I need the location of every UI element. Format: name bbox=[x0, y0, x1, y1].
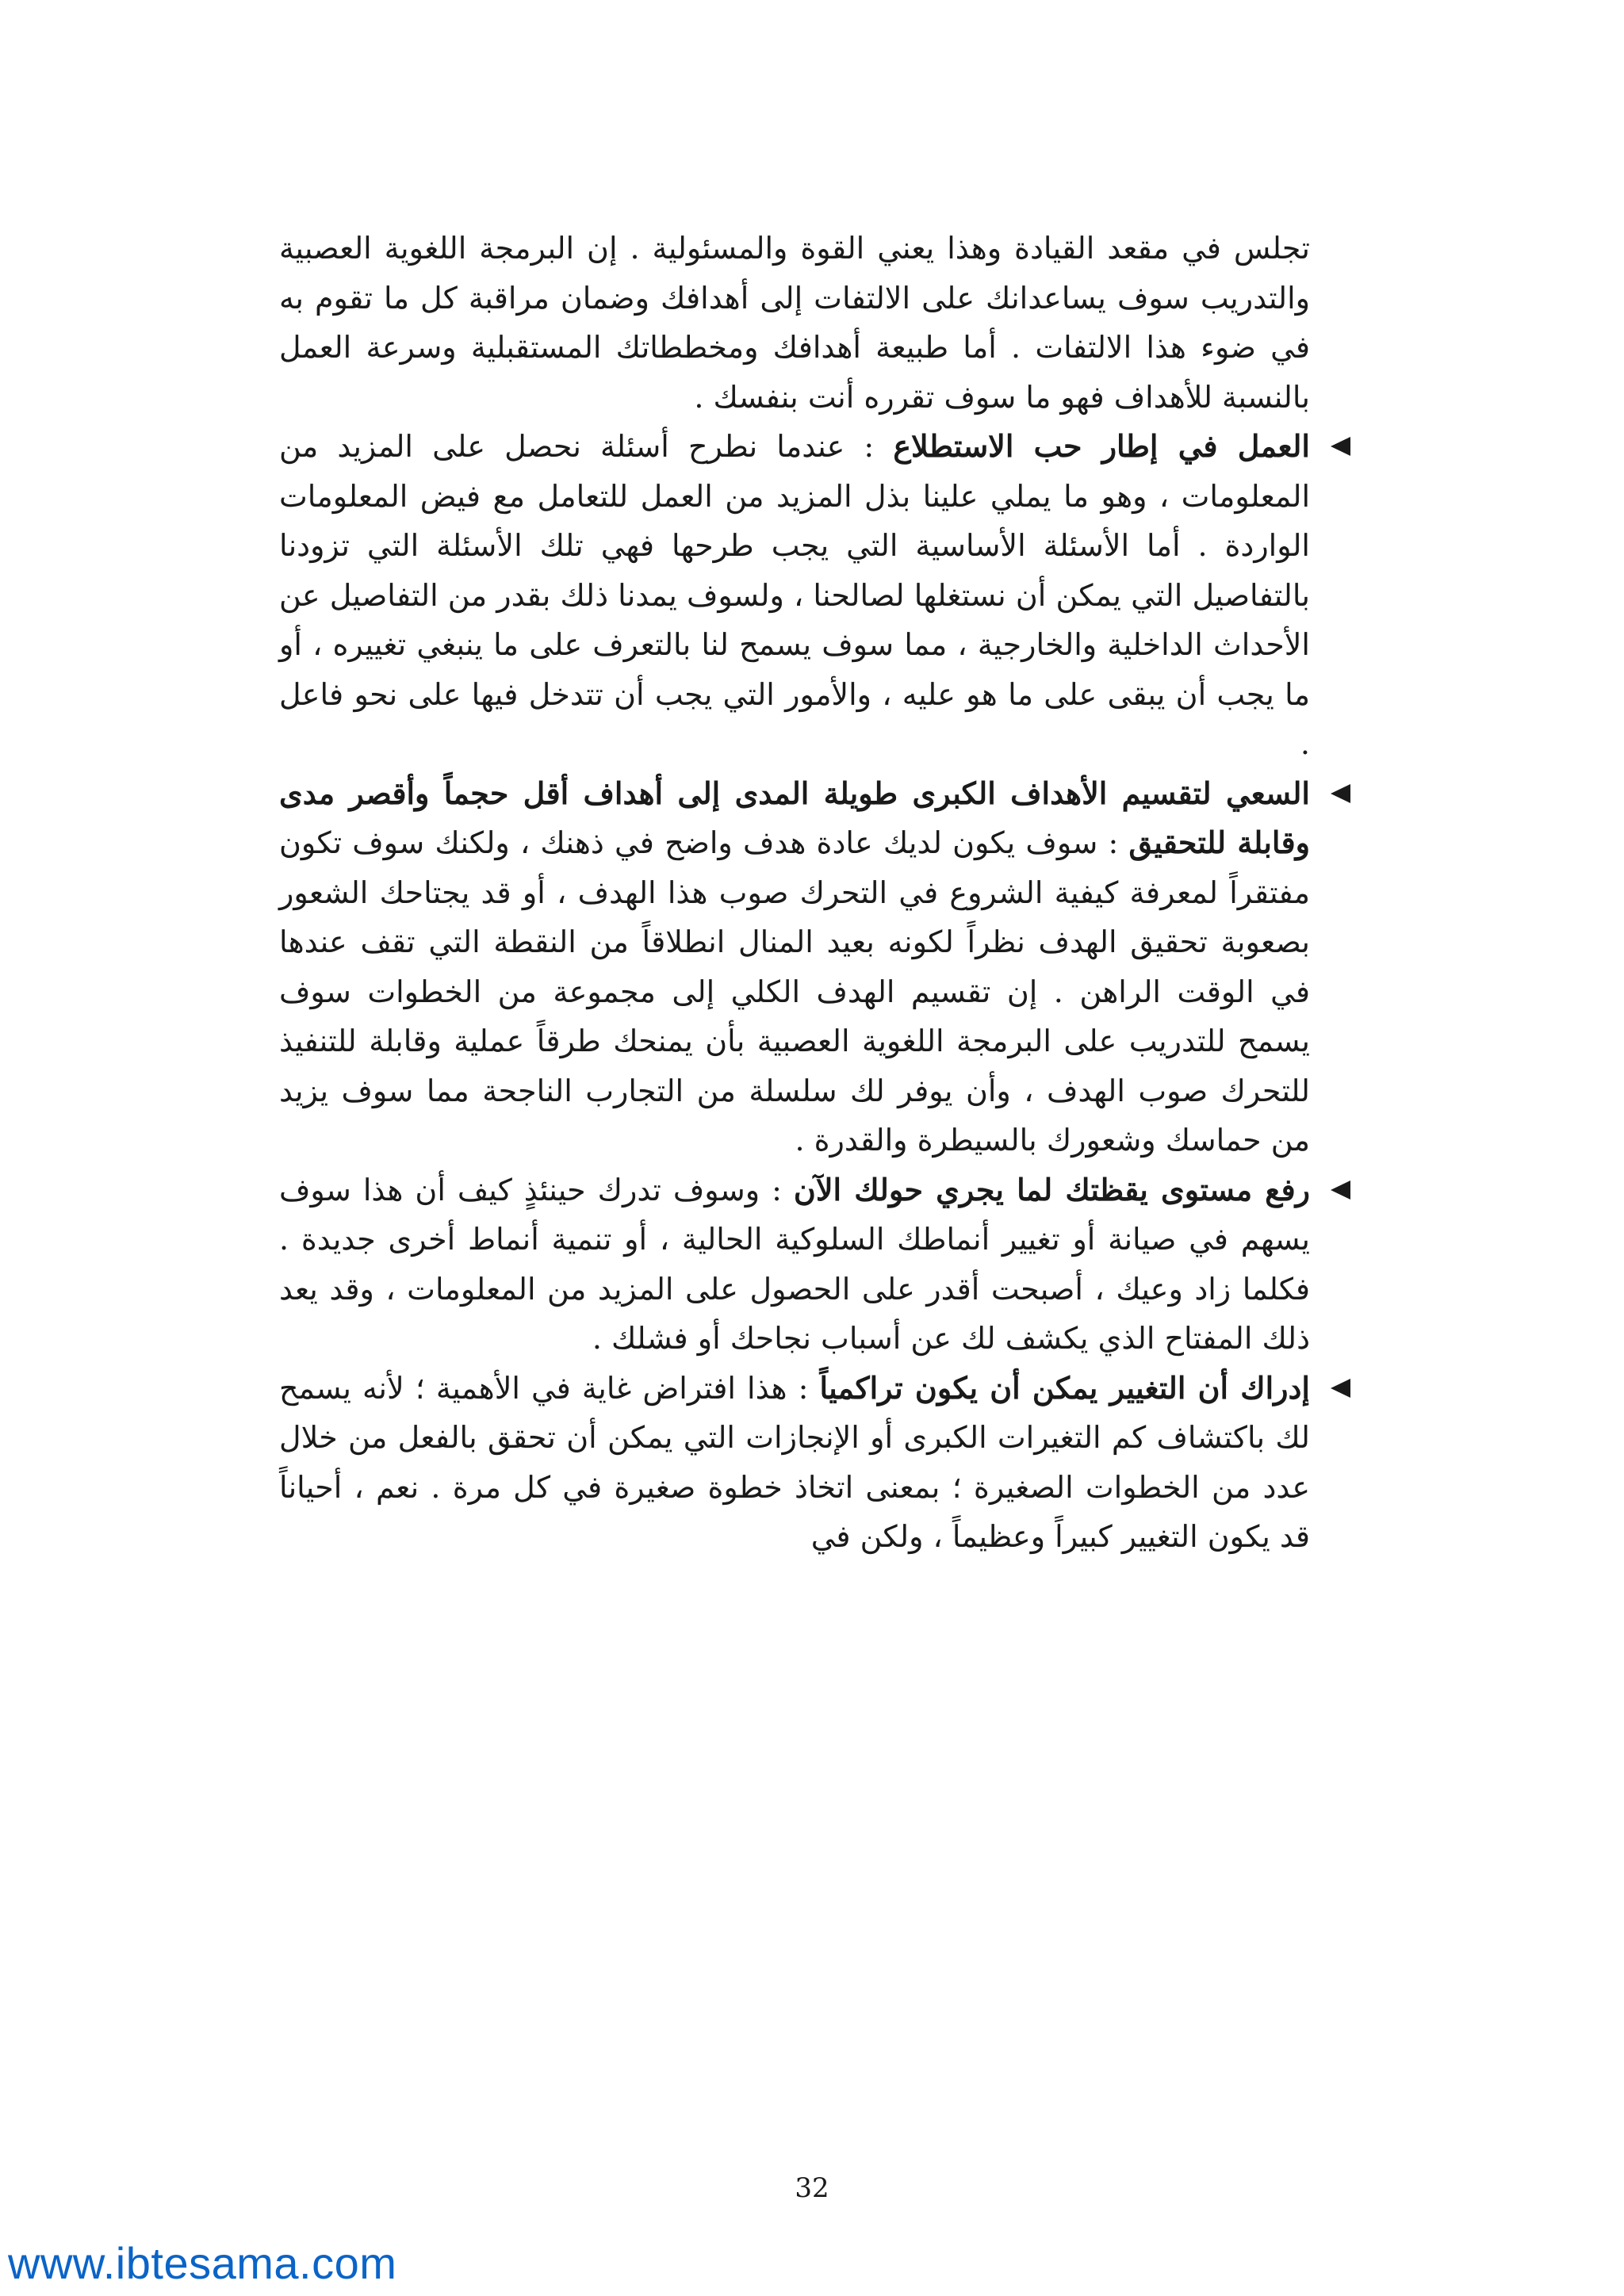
bullet-body-divide-goals: سوف يكون لديك عادة هدف واضح في ذهنك ، ولكنك سوف تكون مفتقراً لمعرفة كيفية الشروع في التحرك صوب هذا الهدف ، أو قد يجتاحك الشعور بصعوبة تحقيق الهدف نظراً لكونه بعيد المنال انطلاقاً من النقطة التي تقف عندها في الوقت الراهن . إن تقسيم الهدف الكلي إلى مجموعة من الخطوات سوف يسمح للتدريب على البرمجة اللغوية العصبية بأن يمنحك طرقاً عملية وقابلة للتنفيذ للتحرك صوب الهدف ، وأن يوفر لك سلسلة من التجارب الناجحة مما سوف يزيد من حماسك وشعورك بالسيطرة والقدرة . bbox=[279, 825, 1310, 1158]
bullet-item-awareness bbox=[279, 1165, 1310, 1364]
bullet-separator: : bbox=[845, 429, 894, 464]
bullet-lead-cumulative-change: إدراك أن التغيير يمكن أن يكون تراكمياً bbox=[819, 1369, 1310, 1406]
intro-paragraph: تجلس في مقعد القيادة وهذا يعني القوة والمسئولية . إن البرمجة اللغوية العصبية والتدريب سوف يساعدانك على الالتفات إلى أهدافك وضمان مراقبة كل ما تقوم به في ضوء هذا الالتفات . أما طبيعة أهدافك ومخططاتك المستقبلية وسرعة العمل بالنسبة للأهداف فهو ما سوف تقرره أنت بنفسك . bbox=[279, 231, 1310, 415]
left-pointing-triangle-icon bbox=[1324, 422, 1356, 472]
left-pointing-triangle-icon bbox=[1324, 1364, 1356, 1414]
bullet-body-curiosity: عندما نطرح أسئلة نحصل على المزيد من المعلومات ، وهو ما يملي علينا بذل المزيد من العمل للتعامل مع فيض المعلومات الواردة . أما الأسئلة الأساسية التي يجب طرحها فهي تلك الأسئلة التي تزودنا بالتفاصيل التي يمكن أن نستغلها لصالحنا ، ولسوف يمدنا ذلك بقدر من التفاصيل عن الأحداث الداخلية والخارجية ، مما سوف يسمح لنا بالتعرف على ما ينبغي تغييره ، أو ما يجب أن يبقى على ما هو عليه ، والأمور التي يجب أن تتدخل فيها على نحو فاعل . bbox=[279, 429, 1310, 761]
left-pointing-triangle-icon bbox=[1324, 1165, 1356, 1215]
bullet-separator: : bbox=[760, 1172, 794, 1207]
bullet-item-cumulative-change bbox=[279, 1364, 1310, 1562]
left-pointing-triangle-icon bbox=[1324, 769, 1356, 819]
bullet-separator: : bbox=[787, 1370, 820, 1406]
bullet-lead-awareness: رفع مستوى يقظتك لما يجري حولك الآن bbox=[793, 1171, 1310, 1207]
bullet-separator: : bbox=[1097, 825, 1129, 860]
page-number: 32 bbox=[795, 2172, 829, 2204]
watermark-link[interactable]: www.ibtesama.com bbox=[8, 2238, 397, 2288]
bullet-item-curiosity bbox=[279, 422, 1310, 769]
bullet-body-cumulative-change: هذا افتراض غاية في الأهمية ؛ لأنه يسمح لك باكتشاف كم التغيرات الكبرى أو الإنجازات التي يمكن أن تحقق بالفعل من خلال عدد من الخطوات الصغيرة ؛ بمعنى اتخاذ خطوة صغيرة في كل مرة . نعم ، أحياناً قد يكون التغيير كبيراً وعظيماً ، ولكن في bbox=[279, 1370, 1310, 1554]
bullet-lead-curiosity: العمل في إطار حب الاستطلاع bbox=[893, 428, 1310, 464]
bullet-lead-divide-goals: السعي لتقسيم الأهداف الكبرى طويلة المدى إلى أهداف أقل حجماً وأقصر مدى وقابلة للتحقيق bbox=[279, 775, 1311, 860]
bullet-body-awareness: وسوف تدرك حينئذٍ كيف أن هذا سوف يسهم في صيانة أو تغيير أنماطك السلوكية الحالية ، أو تنمية أنماط أخرى جديدة . فكلما زاد وعيك ، أصبحت أقدر على الحصول على المزيد من المعلومات ، وقد يعد ذلك المفتاح الذي يكشف لك عن أسباب نجاحك أو فشلك . bbox=[279, 1172, 1310, 1356]
bullet-item-divide-goals bbox=[279, 769, 1310, 1165]
body-text bbox=[279, 224, 1310, 1562]
